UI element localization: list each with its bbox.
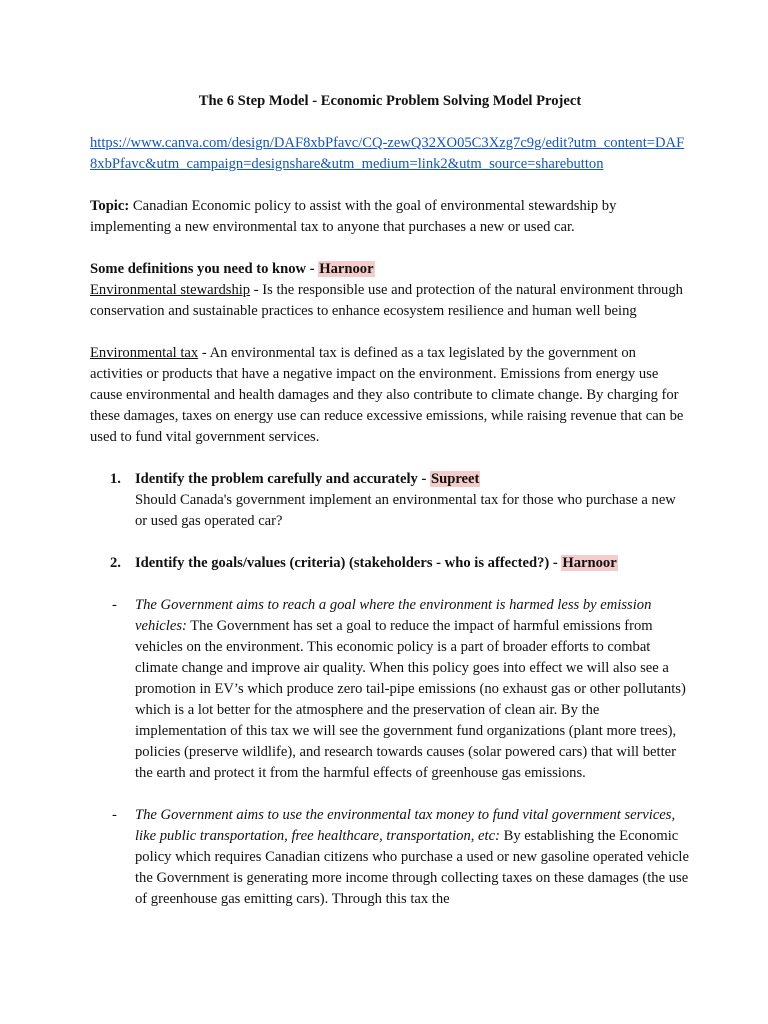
goal-bullet-1-text — [135, 595, 690, 784]
definitions-heading-text: Some definitions you need to know - — [90, 261, 319, 277]
step-1-heading-text: Identify the problem carefully and accurately - — [135, 471, 430, 487]
step-2-heading — [135, 553, 690, 574]
topic-text: Canadian Economic policy to assist with the goal of environmental stewardship by implementing a new environmental tax to anyone that purchases a new or used car. — [90, 198, 617, 235]
stewardship-term: Environmental stewardship — [90, 282, 251, 298]
step-2-assignee-badge: Harnoor — [562, 555, 617, 571]
definitions-heading — [90, 259, 690, 280]
spacer — [90, 448, 690, 469]
tax-text: - An environmental tax is defined as a tax legislated by the government on activities or products that have a negative impact on the environment. Emissions from energy use cause environmental and health damages and they also contribute to climate change. By charging for these damages, taxes on energy use can reduce excessive emissions, while raising revenue that can be used to fund vital government services. — [90, 345, 684, 445]
spacer — [90, 784, 690, 805]
spacer — [90, 175, 690, 196]
step-1-heading — [135, 469, 690, 490]
step-1 — [90, 469, 690, 532]
spacer — [90, 322, 690, 343]
topic-label: Topic: — [90, 198, 130, 214]
canva-design-link[interactable]: https://www.canva.com/design/DAF8xbPfavc/CQ-zewQ32XO05C3Xzg7c9g/edit?utm_content=DAF8xbPfavc&utm_campaign=designshare&utm_medium=link2&utm_source=sharebutton — [90, 135, 685, 172]
goal-1-body: The Government has set a goal to reduce the impact of harmful emissions from vehicles on the environment. This economic policy is a part of broader efforts to combat climate change and improve air quality. When this policy goes into effect we will also see a promotion in EV’s which produce zero tail-pipe emissions (no exhaust gas or other pollutants) which is a lot better for the atmosphere and the preservation of clean air. By the implementation of this tax we will see the government fund organizations (plant more trees), policies (preserve wildlife), and research towards causes (solar powered cars) that will better the earth and protect it from the harmful effects of greenhouse gas emissions. — [135, 618, 686, 781]
step-1-assignee-badge: Supreet — [430, 471, 480, 487]
goal-2-body: By establishing the Economic policy which requires Canadian citizens who purchase a used or new gasoline operated vehicle the Government is generating more income through collecting taxes on these damages (the use of greenhouse gas emitting cars). Through this tax the — [135, 828, 689, 907]
step-2-number: 2. — [110, 555, 121, 571]
definition-tax — [90, 343, 690, 448]
tax-term: Environmental tax — [90, 345, 199, 361]
document-page — [90, 91, 690, 910]
topic-paragraph — [90, 196, 690, 238]
goal-2-italic: The Government aims to use the environmental tax money to fund vital government services, like public transportation, free healthcare, transportation, etc: — [135, 807, 676, 844]
spacer — [90, 532, 690, 553]
spacer — [90, 238, 690, 259]
spacer — [90, 574, 690, 595]
step-2 — [90, 553, 690, 574]
definitions-assignee-badge: Harnoor — [319, 261, 374, 277]
step-1-body: Should Canada's government implement an environmental tax for those who purchase a new or used gas operated car? — [135, 492, 676, 529]
stewardship-text: - Is the responsible use and protection of the natural environment through conservation and sustainable practices to enhance ecosystem resilience and human well being — [90, 282, 683, 319]
bullet-dash: - — [112, 597, 117, 613]
goal-bullet-1 — [90, 595, 690, 784]
definition-stewardship — [90, 280, 690, 322]
goal-1-italic: The Government aims to reach a goal where the environment is harmed less by emission vehicles: — [135, 597, 652, 634]
document-title: The 6 Step Model - Economic Problem Solving Model Project — [198, 93, 582, 109]
goal-bullet-2-text — [135, 805, 690, 910]
step-1-number: 1. — [110, 471, 121, 487]
spacer — [90, 112, 690, 133]
bullet-dash: - — [112, 807, 117, 823]
step-2-heading-text: Identify the goals/values (criteria) (stakeholders - who is affected?) - — [135, 555, 562, 571]
canva-link-paragraph — [90, 133, 690, 175]
goal-bullet-2 — [90, 805, 690, 910]
